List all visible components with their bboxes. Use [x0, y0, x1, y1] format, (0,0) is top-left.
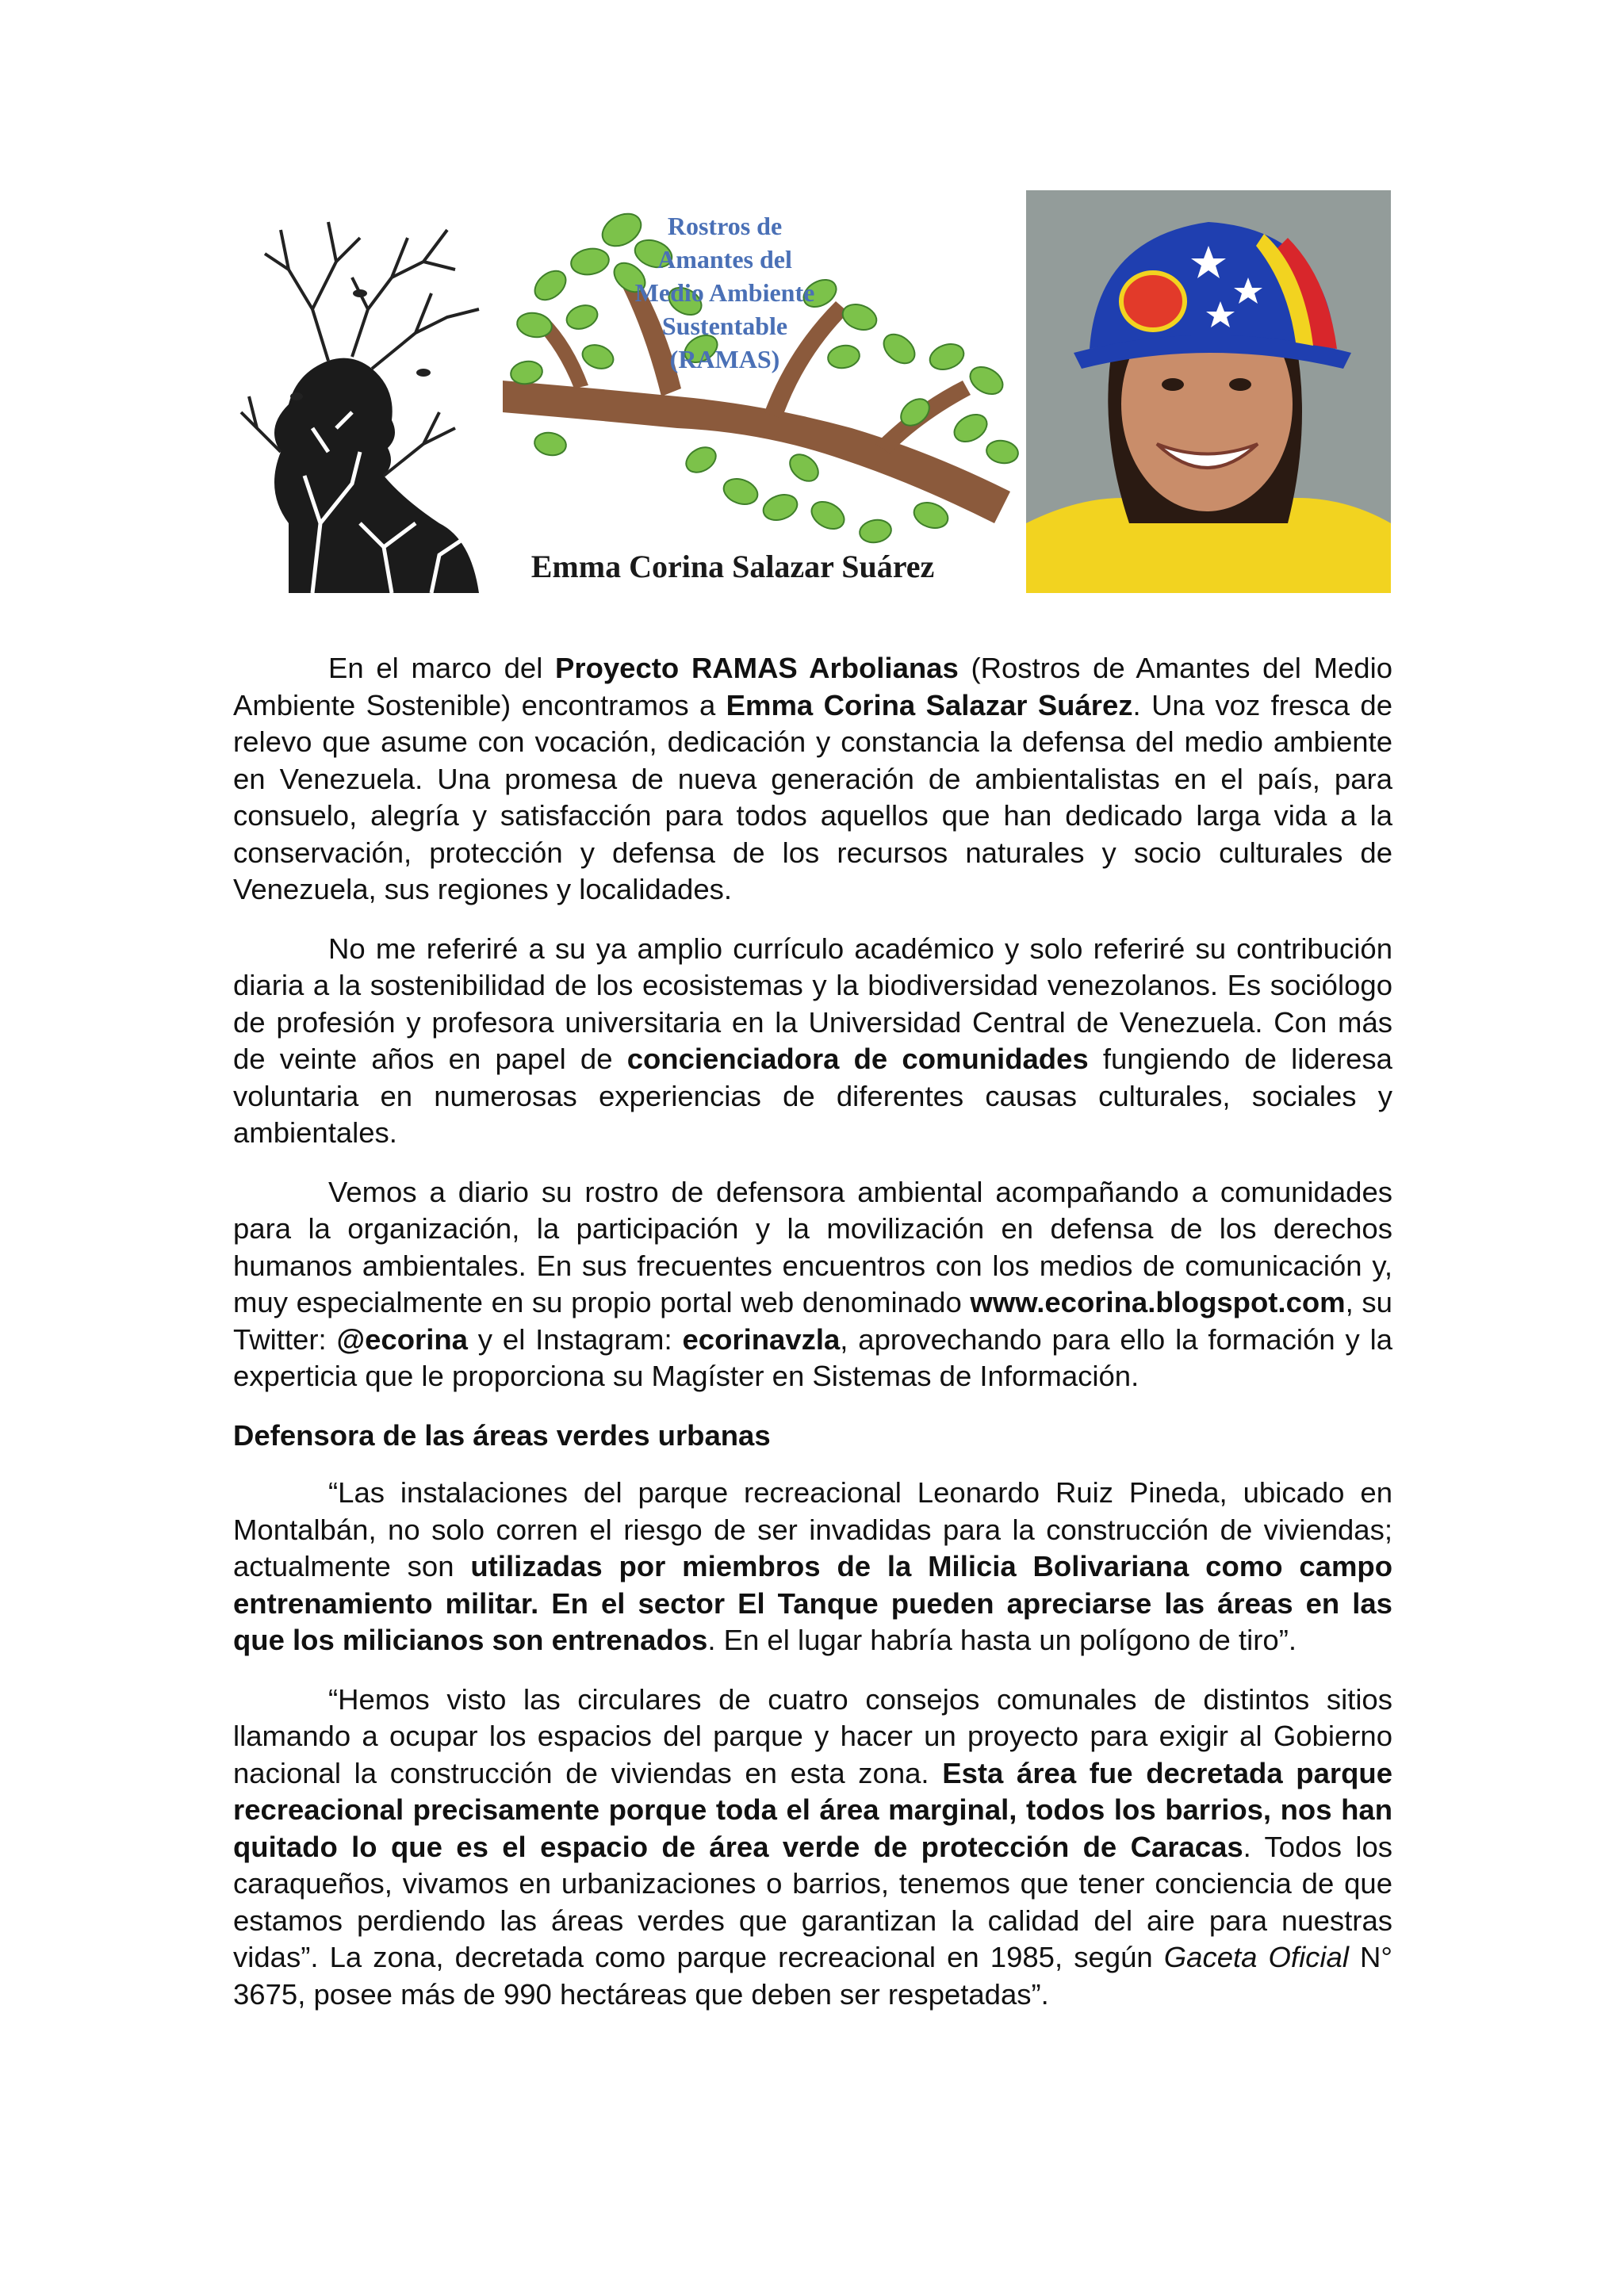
section-heading: Defensora de las áreas verdes urbanas	[233, 1418, 771, 1452]
instagram-handle[interactable]: ecorinavzla	[682, 1322, 841, 1356]
website-link[interactable]: www.ecorina.blogspot.com	[970, 1286, 1346, 1318]
text-run: . Todos los caraqueños, vivamos en urbanizaciones o barrios, tenemos que tener conciencia de que estamos perdiendo las áreas verdes que garantizan la calidad del aire para nuestras vidas”. La zona, decretada como parque recreacional en 1985, según	[233, 1830, 1392, 1973]
header-banner	[233, 190, 1391, 593]
bold-run: utilizadas por miembros de la Milicia Bolivariana como campo entrenamiento militar. En el sector El Tanque pueden apreciarse las áreas en las que los milicianos son entrenados	[233, 1550, 1392, 1656]
text-run: (Rostros de Amantes del Medio Ambiente Sostenible) encontramos a	[233, 652, 1392, 721]
banner-title-line: Medio Ambiente	[634, 278, 815, 307]
banner-person-name: Emma Corina Salazar Suárez	[530, 549, 935, 584]
text-run: fungiendo de lideresa voluntaria en numerosas experiencias de diferentes causas culturales, sociales y ambientales.	[233, 1043, 1392, 1149]
italic-run: Gaceta Oficial	[1163, 1941, 1349, 1973]
article-body	[233, 650, 1392, 2035]
text-run: No me referiré a su ya amplio currículo académico y solo referiré su contribución diaria a la sostenibilidad de los ecosistemas y la biodiversidad venezolanos. Es sociólogo de profesión y profesora universitaria en la Universidad Central de Venezuela. Con más de veinte años en papel de	[233, 932, 1392, 1075]
text-run: , aprovechando para ello la formación y la experticia que le proporciona su Magíster en Sistemas de Información.	[233, 1322, 1392, 1392]
bold-run: Esta área fue decretada parque recreacional precisamente porque toda el área marginal, todos los barrios, nos han quitado lo que es el espacio de área verde de protección de Caracas	[233, 1756, 1392, 1863]
paragraph-3	[233, 1174, 1392, 1395]
paragraph-5	[233, 1682, 1392, 2014]
tree-silhouette-illustration	[233, 190, 503, 593]
text-run: . Una voz fresca de relevo que asume con vocación, dedicación y constancia la defensa del medio ambiente en Venezuela. Una promesa de nueva generación de ambientalistas en el país, para consuelo, alegría y satisfacción para todos aquellos que han dedicado larga vida a la conservación, protección y defensa de los recursos naturales y socio culturales de Venezuela, sus regiones y localidades.	[233, 688, 1392, 905]
text-run: y el Instagram:	[467, 1322, 683, 1356]
bold-run: concienciadora de comunidades	[626, 1043, 1089, 1075]
text-run: , su Twitter:	[233, 1286, 1392, 1356]
text-run: “Las instalaciones del parque recreacional Leonardo Ruiz Pineda, ubicado en Montalbán, no solo corren el riesgo de ser invadidas para la construcción de viviendas; actualmente son	[233, 1476, 1392, 1582]
text-run: Vemos a diario su rostro de defensora ambiental acompañando a comunidades para la organización, la participación y la movilización en defensa de los derechos humanos ambientales. En sus frecuentes encuentros con los medios de comunicación y, muy especialmente en su propio portal web denominado	[233, 1175, 1392, 1318]
banner-title-line: Rostros de	[667, 212, 783, 240]
paragraph-2	[233, 931, 1392, 1152]
text-run: N° 3675, posee más de 990 hectáreas que deben ser respetadas”.	[233, 1941, 1392, 2011]
paragraph-1	[233, 650, 1392, 909]
bold-run: Proyecto RAMAS Arbolianas	[555, 652, 959, 684]
banner-title-line: (RAMAS)	[669, 345, 780, 373]
banner-title-line: Sustentable	[661, 312, 788, 340]
text-run: . En el lugar habría hasta un polígono de tiro”.	[707, 1624, 1297, 1656]
banner-title-line: Amantes del	[657, 245, 792, 274]
text-run: “Hemos visto las circulares de cuatro consejos comunales de distintos sitios llamando a ocupar los espacios del parque y hacer un proyecto para exigir al Gobierno nacional la construcción de viviendas en esta zona.	[233, 1682, 1392, 1789]
portrait-photo	[1026, 190, 1391, 593]
twitter-handle[interactable]: @ecorina	[336, 1322, 468, 1356]
banner-title	[574, 209, 875, 376]
paragraph-4	[233, 1475, 1392, 1659]
text-run: En el marco del	[328, 652, 556, 684]
bold-run: Emma Corina Salazar Suárez	[726, 688, 1133, 721]
